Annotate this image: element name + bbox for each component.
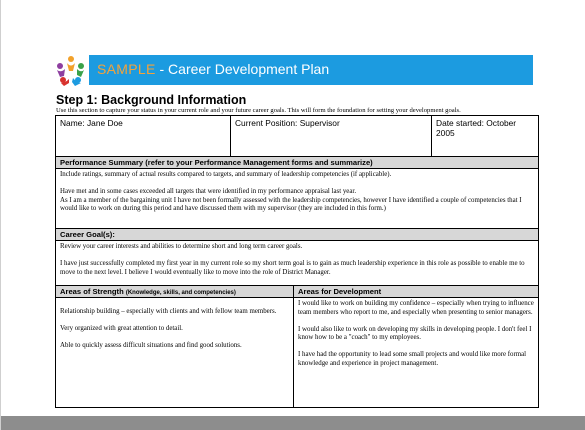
strength-item-2: Very organized with great attention to detail. [60, 324, 183, 332]
sample-label: SAMPLE [97, 61, 156, 77]
development-body [294, 298, 539, 408]
title-text: - Career Development Plan [155, 61, 330, 77]
logo [53, 52, 89, 88]
step-intro: Use this section to capture your status in your current role and your future career goals. This will form the foundation for setting your development goals. [56, 107, 461, 114]
name-value: Name: Jane Doe [60, 118, 123, 128]
strength-item-1: Relationship building – especially with clients and with fellow team members. [60, 308, 277, 315]
document-title [97, 61, 329, 77]
career-instructions: Review your career interests and abilities to determine short and long term career goals. [60, 243, 303, 250]
people-circle-logo-icon [53, 52, 89, 88]
strength-dev-body-row [56, 298, 539, 408]
strength-dev-header-row [56, 286, 539, 298]
development-item-3: I have had the opportunity to lead some small projects and would like more formal knowledge and experience in project management. [298, 351, 527, 367]
name-cell [56, 116, 231, 157]
career-section-title: Career Goal(s): [56, 229, 539, 241]
date-value: Date started: October 2005 [436, 118, 517, 138]
development-item-2: I would also like to work on developing my skills in developing people. I don't feel I know how to be a "coach" to my employees. [298, 325, 532, 342]
performance-text-2: As I am a member of the bargaining unit I have not been formally assessed with the leadership competencies, however I have identified a couple of competencies that I would like to work on during this period and have discussed them with my supervisor (they are included in this form.) [60, 196, 522, 213]
career-body-row [56, 241, 539, 286]
performance-header-row [56, 157, 539, 169]
performance-instructions: Include ratings, summary of actual results compared to targets, and summary of leadership competencies (if applicable). [60, 171, 392, 178]
development-item-1: I would like to work on building my confidence – especially when trying to influence team members who report to me, and especially when presenting to senior managers. [298, 300, 534, 316]
strength-title-note: (Knowledge, skills, and competencies) [125, 290, 236, 296]
career-body [56, 241, 539, 286]
career-header-row [56, 229, 539, 241]
date-cell [432, 116, 539, 157]
performance-section-title: Performance Summary (refer to your Performance Management forms and summarize) [56, 157, 539, 169]
strength-title: Areas of Strength [60, 287, 124, 296]
strength-section-title [56, 286, 294, 298]
performance-body-row [56, 169, 539, 229]
header-row [56, 116, 539, 157]
performance-body [56, 169, 539, 229]
strength-body [56, 298, 294, 408]
development-section-title: Areas for Development [294, 286, 539, 298]
career-text: I have just successfully completed my first year in my current role so my short term goal is to gain as much leadership experience in this role as possible to enable me to move to the next level. I believe I would eventually like to move into the role of District Manager. [60, 259, 525, 276]
step-heading: Step 1: Background Information [56, 93, 247, 107]
strength-item-3: Able to quickly assess difficult situations and find good solutions. [60, 341, 242, 349]
performance-text-1: Have met and in some cases exceeded all targets that were identified in my performance appraisal last year. [60, 187, 357, 195]
development-plan-table [55, 115, 539, 408]
position-cell [231, 116, 432, 157]
position-value: Current Position: Supervisor [235, 118, 340, 128]
